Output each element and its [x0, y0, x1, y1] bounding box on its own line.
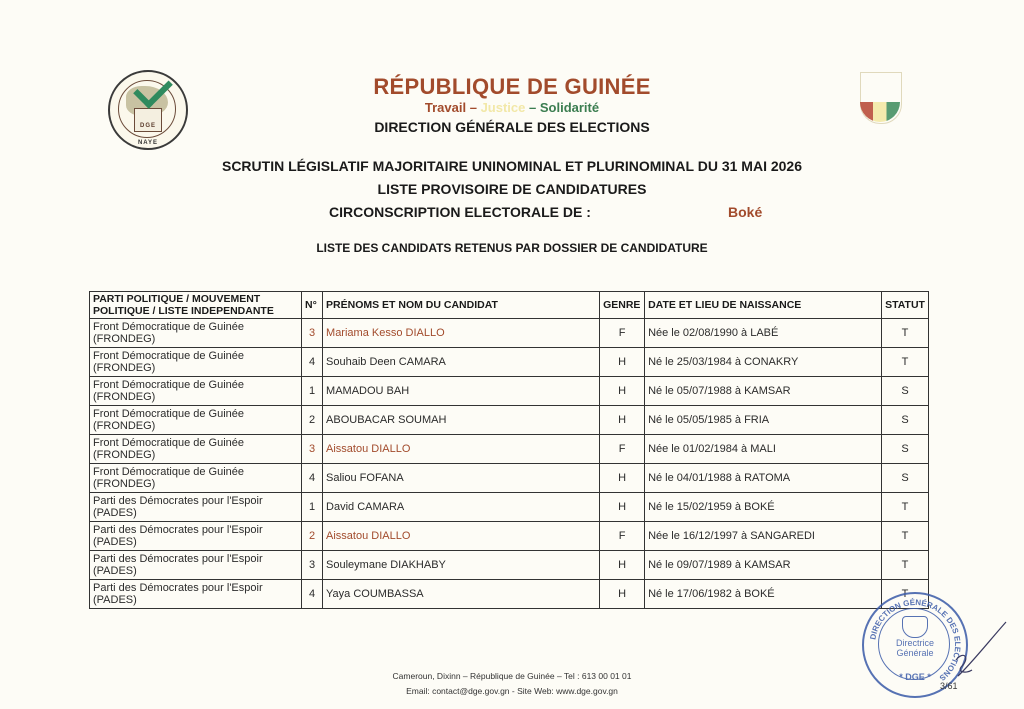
- stamp-ring-label: DIRECTION GÉNÉRALE DES ELECTIONS: [868, 597, 963, 683]
- motto-separator-1: –: [469, 100, 477, 115]
- cell-candidate-name: Aissatou DIALLO: [323, 435, 600, 464]
- table-row: [90, 406, 929, 435]
- stamp-line-2: Générale: [896, 648, 934, 658]
- cell-birth: Né le 15/02/1959 à BOKÉ: [645, 493, 882, 522]
- cell-birth: Né le 05/05/1985 à FRIA: [645, 406, 882, 435]
- table-row: [90, 319, 929, 348]
- cell-birth: Née le 02/08/1990 à LABÉ: [645, 319, 882, 348]
- cell-party: Front Démocratique de Guinée (FRONDEG): [90, 406, 302, 435]
- cell-num: 3: [302, 435, 323, 464]
- cell-candidate-name: Aissatou DIALLO: [323, 522, 600, 551]
- cell-genre: H: [600, 551, 645, 580]
- table-row: [90, 580, 929, 609]
- cell-num: 3: [302, 319, 323, 348]
- cell-status: S: [882, 464, 929, 493]
- table-row: [90, 348, 929, 377]
- logo-initials: DGE: [139, 123, 156, 129]
- cell-birth: Né le 05/07/1988 à KAMSAR: [645, 377, 882, 406]
- cell-num: 1: [302, 377, 323, 406]
- cell-status: T: [882, 580, 929, 609]
- cell-party: Front Démocratique de Guinée (FRONDEG): [90, 464, 302, 493]
- header-birth: DATE ET LIEU DE NAISSANCE: [645, 292, 882, 319]
- cell-birth: Né le 04/01/1988 à RATOMA: [645, 464, 882, 493]
- cell-genre: H: [600, 348, 645, 377]
- table-row: [90, 435, 929, 464]
- cell-genre: H: [600, 377, 645, 406]
- constituency-label: CIRCONSCRIPTION ELECTORALE DE :: [329, 204, 591, 220]
- cell-status: T: [882, 348, 929, 377]
- table-row: [90, 551, 929, 580]
- cell-candidate-name: Souhaib Deen CAMARA: [323, 348, 600, 377]
- cell-party: Parti des Démocrates pour l'Espoir (PADES): [90, 551, 302, 580]
- cell-status: S: [882, 406, 929, 435]
- header-status: STATUT: [882, 292, 929, 319]
- cell-party: Front Démocratique de Guinée (FRONDEG): [90, 435, 302, 464]
- motto-separator-2: –: [529, 100, 537, 115]
- cell-candidate-name: David CAMARA: [323, 493, 600, 522]
- cell-birth: Né le 09/07/1989 à KAMSAR: [645, 551, 882, 580]
- table-row: [90, 464, 929, 493]
- cell-genre: H: [600, 464, 645, 493]
- stamp-emblem-icon: [902, 616, 928, 638]
- cell-num: 2: [302, 406, 323, 435]
- cell-candidate-name: Mariama Kesso DIALLO: [323, 319, 600, 348]
- motto-solidarite: Solidarité: [539, 100, 600, 115]
- cell-status: T: [882, 493, 929, 522]
- stamp-line-1: Directrice: [895, 638, 934, 648]
- constituency-value: Boké: [728, 204, 763, 220]
- cell-candidate-name: Souleymane DIAKHABY: [323, 551, 600, 580]
- cell-num: 4: [302, 348, 323, 377]
- logo-bottom-label: NAYE: [137, 140, 159, 146]
- table-row: [90, 493, 929, 522]
- cell-party: Front Démocratique de Guinée (FRONDEG): [90, 319, 302, 348]
- cell-birth: Née le 16/12/1997 à SANGAREDI: [645, 522, 882, 551]
- stamp-bottom: * DGE *: [899, 672, 931, 682]
- cell-party: Front Démocratique de Guinée (FRONDEG): [90, 348, 302, 377]
- cell-birth: Né le 17/06/1982 à BOKÉ: [645, 580, 882, 609]
- cell-party: Parti des Démocrates pour l'Espoir (PADES): [90, 580, 302, 609]
- page-number: 3/61: [940, 681, 958, 691]
- cell-num: 3: [302, 551, 323, 580]
- cell-num: 4: [302, 464, 323, 493]
- table-row: [90, 522, 929, 551]
- cell-birth: Né le 25/03/1984 à CONAKRY: [645, 348, 882, 377]
- table-header-row: [90, 292, 929, 319]
- table-body: [90, 319, 929, 609]
- national-motto: [0, 100, 1024, 115]
- cell-party: Parti des Démocrates pour l'Espoir (PADES): [90, 493, 302, 522]
- cell-genre: H: [600, 406, 645, 435]
- list-subtitle: LISTE DES CANDIDATS RETENUS PAR DOSSIER DE CANDIDATURE: [316, 241, 708, 255]
- cell-candidate-name: Saliou FOFANA: [323, 464, 600, 493]
- cell-candidate-name: Yaya COUMBASSA: [323, 580, 600, 609]
- cell-party: Front Démocratique de Guinée (FRONDEG): [90, 377, 302, 406]
- header-genre: GENRE: [600, 292, 645, 319]
- cell-birth: Née le 01/02/1984 à MALI: [645, 435, 882, 464]
- header-name: PRÉNOMS ET NOM DU CANDIDAT: [323, 292, 600, 319]
- cell-genre: F: [600, 319, 645, 348]
- cell-party: Parti des Démocrates pour l'Espoir (PADES): [90, 522, 302, 551]
- cell-num: 1: [302, 493, 323, 522]
- motto-justice: Justice: [480, 100, 526, 115]
- cell-status: T: [882, 551, 929, 580]
- footer-contact: Email: contact@dge.gov.gn - Site Web: www.dge.gov.gn: [406, 686, 618, 696]
- header-num: N°: [302, 292, 323, 319]
- cell-status: T: [882, 319, 929, 348]
- cell-candidate-name: ABOUBACAR SOUMAH: [323, 406, 600, 435]
- table-row: [90, 377, 929, 406]
- cell-status: T: [882, 522, 929, 551]
- cell-num: 4: [302, 580, 323, 609]
- election-title: SCRUTIN LÉGISLATIF MAJORITAIRE UNINOMINAL ET PLURINOMINAL DU 31 MAI 2026: [221, 158, 802, 174]
- cell-genre: F: [600, 522, 645, 551]
- cell-num: 2: [302, 522, 323, 551]
- country-title: RÉPUBLIQUE DE GUINÉE: [373, 74, 651, 99]
- cell-genre: H: [600, 493, 645, 522]
- list-type-title: LISTE PROVISOIRE DE CANDIDATURES: [377, 181, 647, 197]
- candidates-table: [89, 291, 929, 609]
- cell-status: S: [882, 377, 929, 406]
- motto-travail: Travail: [424, 100, 467, 115]
- cell-status: S: [882, 435, 929, 464]
- header-party: PARTI POLITIQUE / MOUVEMENT POLITIQUE / LISTE INDEPENDANTE: [90, 292, 302, 319]
- cell-genre: H: [600, 580, 645, 609]
- cell-candidate-name: MAMADOU BAH: [323, 377, 600, 406]
- cell-genre: F: [600, 435, 645, 464]
- institution-name: DIRECTION GÉNÉRALE DES ELECTIONS: [374, 119, 650, 135]
- footer-address: Cameroun, Dixinn – République de Guinée – Tel : 613 00 01 01: [392, 671, 632, 681]
